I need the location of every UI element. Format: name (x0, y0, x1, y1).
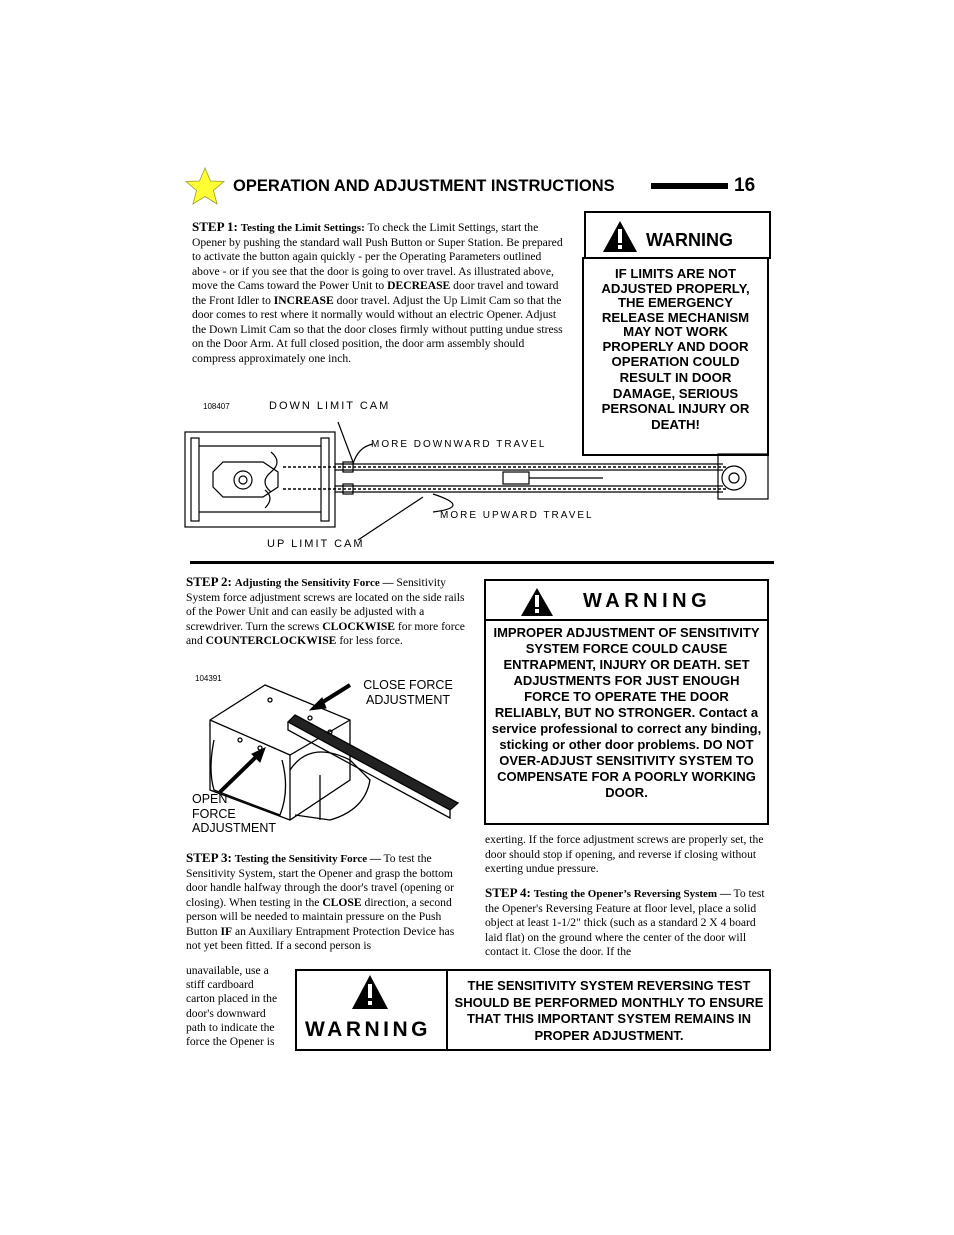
warning3-body: THE SENSITIVITY SYSTEM REVERSING TEST SHOULD BE PERFORMED MONTHLY TO ENSURE THAT THIS IMPORTANT SYSTEM REMAINS IN PROPER ADJUSTMENT. (454, 978, 764, 1043)
step2-label: STEP 2: (186, 574, 232, 589)
warning3-divider (446, 971, 448, 1049)
page-title: OPERATION AND ADJUSTMENT INSTRUCTIONS (233, 177, 615, 195)
label-more-downward-travel: MORE DOWNWARD TRAVEL (371, 439, 547, 450)
star-icon (184, 166, 226, 208)
step4-label: STEP 4: (485, 885, 531, 900)
warning-triangle-icon (602, 220, 638, 253)
step4-text: To test the Opener's Reversing Feature at floor level, place a solid object at least 1-1/2" thick (such as a standard 2 X 4 board laid flat) on the ground where the center of the door will contact it. Close the door. If the (485, 887, 765, 958)
power-unit-illustration (200, 680, 465, 825)
step4-subtitle: Testing the Opener’s Reversing System — (533, 888, 731, 900)
kw-if: IF (220, 924, 233, 938)
step1-text-a: To check the Limit Settings, start the Opener by pushing the standard wall Push Button or Super Station. Be prepared to activate the button again quickly - per the Operating Parameters outlined above - or if you see that the door is going to over travel. As illustrated above, move the Cams toward the Power Unit to (192, 221, 563, 292)
step3-text-c: an Auxiliary Entrapment Protection Device has not yet been fitted. If a second person is (186, 924, 455, 952)
continuation-paragraph: exerting. If the force adjustment screws are properly set, the door should stop if opening, and reverse if closing without exerting undue pressure. (485, 833, 764, 875)
figure2-number: 104391 (195, 674, 222, 683)
label-open-line2: FORCE (192, 806, 236, 821)
figure1-number: 108407 (203, 402, 230, 411)
step3-narrow-column (186, 964, 294, 1049)
step3-narrow-line: force the Opener is (186, 1035, 275, 1049)
warning2-body: IMPROPER ADJUSTMENT OF SENSITIVITY SYSTEM FORCE COULD CAUSE ENTRAPMENT, INJURY OR DEATH. SET ADJUSTMENTS FOR JUST ENOUGH FORCE TO OPERATE THE DOOR RELIABLY, BUT NO STRONGER. Contact a service professional to correct any binding, sticking or other door problems. DO NOT OVER-ADJUST SENSITIVITY SYSTEM TO COMPENSATE FOR A POORLY WORKING DOOR. (491, 625, 762, 800)
warning2-body-box (484, 619, 769, 825)
kw-clockwise: CLOCKWISE (322, 619, 396, 633)
warning-triangle-icon (351, 974, 389, 1010)
kw-decrease: DECREASE (387, 279, 451, 292)
label-down-limit-cam: DOWN LIMIT CAM (269, 400, 391, 412)
kw-increase: INCREASE (273, 293, 334, 307)
warning1-heading: WARNING (646, 230, 733, 250)
label-more-upward-travel: MORE UPWARD TRAVEL (440, 510, 594, 521)
step3-narrow-line: door's downward (186, 1006, 266, 1020)
warning3-box (295, 969, 771, 1051)
step2-text-b: for more force and (186, 619, 465, 647)
page-number: 16 (734, 175, 756, 196)
step2-paragraph (186, 575, 466, 649)
warning1-body-line-b: RESULT IN DOOR DAMAGE, SERIOUS PERSONAL INJURY OR DEATH! (601, 370, 750, 432)
warning-triangle-icon (520, 587, 554, 617)
step3-paragraph (186, 851, 470, 954)
step3-label: STEP 3: (186, 850, 232, 865)
step1-label: STEP 1: (192, 219, 238, 234)
warning1-body-line-a: IF LIMITS ARE NOT ADJUSTED PROPERLY, THE EMERGENCY RELEASE MECHANISM MAY NOT WORK PROPERLY AND DOOR OPERATION COULD (601, 266, 750, 369)
step3-text-a: To test the Sensitivity System, start the Opener and grasp the bottom door handle halfway through the door's travel (opening or closing). When testing in the (186, 852, 455, 909)
step2-text-c: for less force. (336, 634, 403, 647)
warning1-header-box (584, 211, 771, 259)
step4-paragraph (485, 886, 770, 960)
label-up-limit-cam: UP LIMIT CAM (267, 538, 365, 550)
step2-subtitle: Adjusting the Sensitivity Force — (234, 577, 394, 589)
step3-subtitle: Testing the Sensitivity Force — (234, 853, 381, 865)
step3-narrow-line: path to indicate the (186, 1020, 275, 1034)
step3-narrow-line: stiff cardboard (186, 978, 254, 992)
warning1-body (590, 267, 761, 433)
step1-paragraph (192, 220, 568, 366)
warning2-header-box (484, 579, 769, 621)
step1-text-c: door travel. Adjust the Up Limit Cam so that the door comes to rest where it normally would without an electric Opener. Adjust the Down Limit Cam so that the door closes firmly without putting undue stress on the Door Arm. At full closed position, the door arm assembly should compress approximately one inch. (192, 293, 563, 365)
label-close-force-adjustment: CLOSE FORCE ADJUSTMENT (363, 678, 453, 707)
opener-rail-illustration (183, 412, 773, 552)
step2-text-a: Sensitivity System force adjustment screws are located on the side rails of the Power Unit and can easily be adjusted with a screwdriver. Turn the screws (186, 576, 465, 633)
warning3-heading: WARNING (305, 1018, 431, 1041)
section-divider (190, 561, 774, 564)
kw-close: CLOSE (322, 895, 362, 909)
label-open-line3: ADJUSTMENT (192, 821, 277, 835)
title-rule (651, 183, 728, 189)
step3-text-b: direction, a second person will be needed to maintain pressure on the Push Button (186, 895, 452, 938)
warning2-heading: WARNING (583, 590, 712, 612)
step3-narrow-line: carton placed in the (186, 992, 278, 1006)
step1-subtitle: Testing the Limit Settings: (240, 222, 365, 234)
label-open-line1: OPEN (192, 792, 228, 806)
step3-narrow-line: unavailable, use a (186, 964, 269, 977)
kw-counterclockwise: COUNTERCLOCKWISE (205, 634, 337, 647)
step1-text-b: door travel and toward the Front Idler to (192, 279, 559, 307)
